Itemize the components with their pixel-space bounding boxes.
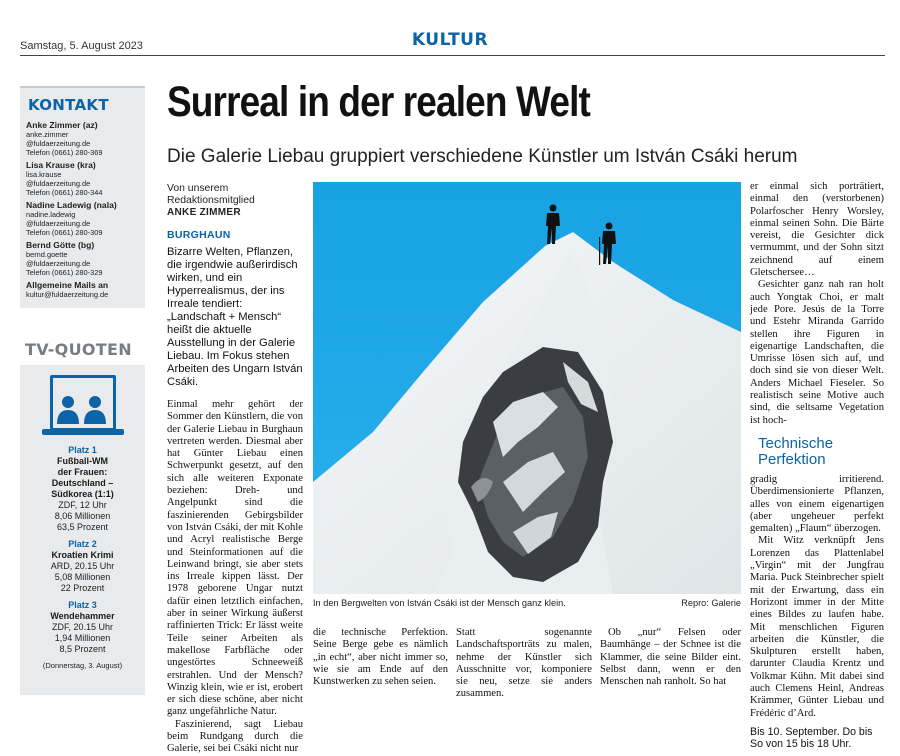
article-column-4 — [600, 627, 741, 688]
subtitle-line: Perfektion — [758, 450, 826, 468]
contact-name: Allgemeine Mails an — [26, 280, 109, 290]
contact-line[interactable]: lisa.krause — [26, 170, 62, 179]
rank-label: Platz 1 — [68, 445, 97, 455]
article-column-3 — [456, 627, 592, 701]
list-item — [20, 445, 145, 533]
article-body — [167, 399, 303, 756]
sidebar — [20, 86, 145, 695]
show-detail: ZDF, 12 Uhr — [58, 500, 107, 510]
article-body — [750, 474, 884, 720]
dateline: BURGHAUN — [167, 229, 231, 241]
artwork-photo — [313, 182, 741, 594]
contact-name: Lisa Krause (kra) — [26, 160, 96, 170]
tv-ratings-box — [20, 365, 145, 695]
paragraph: er einmal sich porträtiert, einmal den (verstorbenen) Polarfoscher Henry Worsley, einmal seinen Sohn. Die Bärte vereist, die Gesichter dick vermummt, und der Sohn sitzt zeichnend auf einem Gletschersee… — [750, 181, 884, 279]
contact-line: Telefon (0661) 280-344 — [26, 188, 103, 197]
paragraph: Gesichter ganz nah ran holt auch Yongtak Choi, er malt jede Pore. Jesús de la Torre und Estehr Miranda Garrido stellen ihre Figuren in eigenartige Landschaften, die Umrisse lösen sich auf, und doch sind sie von dieser Welt. Anders Michael Fieseler. So realistisch seine Motive auch sind, die seltsame Vegetation ist hoch- — [750, 279, 884, 426]
contact-name: Anke Zimmer (az) — [26, 120, 98, 130]
article-body — [750, 181, 884, 427]
article-lead: Bizarre Welten, Pflanzen, die irgendwie außerirdisch wirken, und ein Hyperrealismus, der ins Irreale tendiert: „Landschaft + Mensch“ heißt die aktuelle Ausstellung in der Galerie Liebau. Im Fokus stehen Arbeiten des Ungarn István Csáki. — [167, 246, 303, 388]
article-column-5 — [750, 181, 884, 751]
article-column-1 — [167, 183, 303, 756]
caption-text: In den Bergwelten von István Csáki ist der Mensch ganz klein. — [313, 598, 566, 608]
contact-line: Telefon (0661) 280-369 — [26, 148, 103, 157]
list-item — [20, 539, 145, 594]
rank-label: Platz 3 — [68, 600, 97, 610]
show-detail: ARD, 20.15 Uhr — [50, 561, 115, 571]
contact-entry — [26, 240, 139, 277]
contact-line[interactable]: @fuldaerzeitung.de — [26, 219, 91, 228]
ratings-date-note: (Donnerstag, 3. August) — [42, 661, 123, 670]
contact-entry — [26, 160, 139, 197]
contact-line: Telefon (0661) 280-329 — [26, 268, 103, 277]
viewers-icon — [53, 378, 113, 428]
exhibition-info: Bis 10. September. Do bis So von 15 bis 18 Uhr. — [750, 725, 873, 751]
contact-email[interactable]: kultur@fuldaerzeitung.de — [26, 290, 109, 299]
list-item — [20, 600, 145, 655]
contact-line[interactable]: @fuldaerzeitung.de — [26, 139, 91, 148]
contact-line[interactable]: anke.zimmer — [26, 130, 69, 139]
tv-ratings-list — [20, 445, 145, 670]
show-title: der Frauen: — [57, 467, 108, 477]
author-name: ANKE ZIMMER — [167, 207, 241, 218]
rank-label: Platz 2 — [68, 539, 97, 549]
paragraph: gradig irritierend. Überdimensionierte Pflanzen, alles von einem eigenartigen (aber ungeheuer perfekt gemalten) „Flaum“ überzogen. — [750, 473, 884, 535]
show-detail: ZDF, 20.15 Uhr — [51, 622, 114, 632]
show-title: Kroatien Krimi — [51, 550, 114, 560]
contact-line[interactable]: nadine.ladewig — [26, 210, 76, 219]
show-detail: 8,06 Millionen — [54, 511, 111, 521]
show-detail: 1,94 Millionen — [54, 633, 111, 643]
show-detail: 5,08 Millionen — [54, 572, 111, 582]
paragraph: Einmal mehr gehört der Sommer den Künstlern, die von der Galerie Liebau in Burghaun vertreten werden. Diesmal aber hat Günter Liebau einen Schwerpunkt gesetzt, auf den sich alle weiteren Exponate beziehen: Dreh- und Angelpunkt sind die faszinierenden Gebirgsbilder von István Csáki, der mit Kohle und Acryl realistische Berge und Steinformationen auf die Leinwand bringt, sie aber stets ins Irreale kippen lässt. Der 1978 geborene Ungar nutzt dafür einen letztlich einfachen, aber in seiner Wirkung äußerst raffinierten Trick: Er lässt weite Teile seiner Arbeiten als makellose Farbfläche oder ungestörtes Schneeweiß erstrahlen. Und der Mensch? Winzig klein, wie er ist, erobert er sich diese schöne, aber nicht ganz ungefährliche Natur. — [167, 399, 303, 718]
paragraph: die technische Perfektion. Seine Berge gebe es nämlich „in echt“, aber nicht immer so, wie sie am Ende auf den Kunstwerken zu sehen seien. — [313, 627, 448, 688]
show-title: Südkorea (1:1) — [51, 489, 114, 499]
section-subtitle — [758, 436, 884, 468]
contact-entry — [26, 280, 139, 299]
photo-caption — [313, 598, 741, 608]
issue-date: Samstag, 5. August 2023 — [20, 40, 143, 52]
show-title: Wendehammer — [50, 611, 115, 621]
mountain-painting-image — [313, 182, 741, 594]
header-divider — [20, 55, 885, 56]
photo-credit: Repro: Galerie — [681, 598, 741, 608]
article-headline: Surreal in der realen Welt — [167, 78, 590, 126]
contact-title: KONTAKT — [28, 96, 109, 114]
article-subheadline: Die Galerie Liebau gruppiert verschiedene Künstler um István Csáki herum — [167, 146, 798, 167]
show-detail: 22 Prozent — [60, 583, 105, 593]
contact-box — [20, 86, 145, 308]
paragraph: Mit Witz verknüpft Jens Lorenzen das Plattenlabel „Virgin“ mit der Jungfrau Maria. Puck Steinbrecher spielt mit der Erwartung, dass ein Horizont immer in der Mitte eines Bildes zu laufen habe. Mit menschlichen Figuren arbeiten die Künstler, die Skulpturen erstellt haben, darunter Claudia Krentz und Volkmar Kühn. Mit dabei sind auch Clemens Heinl, Andreas Krämmer, Günter Liebau und Frédéric d’Ard. — [750, 535, 884, 719]
contact-entry — [26, 120, 139, 157]
paragraph: Statt sogenannte Landschaftsporträts zu malen, nehme der Künstler sich Ausschnitte vor, komponiere sie neu, setze sie anders zusammen. — [456, 627, 592, 700]
tv-icon — [50, 375, 116, 431]
contact-line: Telefon (0661) 280-309 — [26, 228, 103, 237]
contact-entry — [26, 200, 139, 237]
paragraph: Ob „nur“ Felsen oder Baumhänge – der Schnee ist die Klammer, die seine Bilder eint. Selbst dann, wenn er den Menschen nah ranholt. So hat — [600, 627, 741, 688]
contact-name: Nadine Ladewig (nala) — [26, 200, 117, 210]
show-title: Fußball-WM — [57, 456, 108, 466]
byline-line: Redaktionsmitglied — [167, 195, 255, 206]
contact-name: Bernd Götte (bg) — [26, 240, 95, 250]
contact-line[interactable]: bernd.goette — [26, 250, 68, 259]
byline-line: Von unserem — [167, 183, 229, 194]
paragraph: Faszinierend, sagt Liebau beim Rundgang durch die Galerie, sei bei Csáki nicht nur — [167, 718, 303, 755]
section-title: KULTUR — [411, 30, 489, 50]
show-detail: 8,5 Prozent — [59, 644, 106, 654]
show-title: Deutschland – — [51, 478, 114, 488]
byline — [167, 183, 303, 219]
subtitle-line: Technische — [758, 434, 834, 452]
article-column-2 — [313, 627, 448, 688]
contact-line[interactable]: @fuldaerzeitung.de — [26, 179, 91, 188]
tv-ratings-title: TV-QUOTEN — [25, 340, 132, 359]
contact-line[interactable]: @fuldaerzeitung.de — [26, 259, 91, 268]
show-detail: 63,5 Prozent — [56, 522, 109, 532]
